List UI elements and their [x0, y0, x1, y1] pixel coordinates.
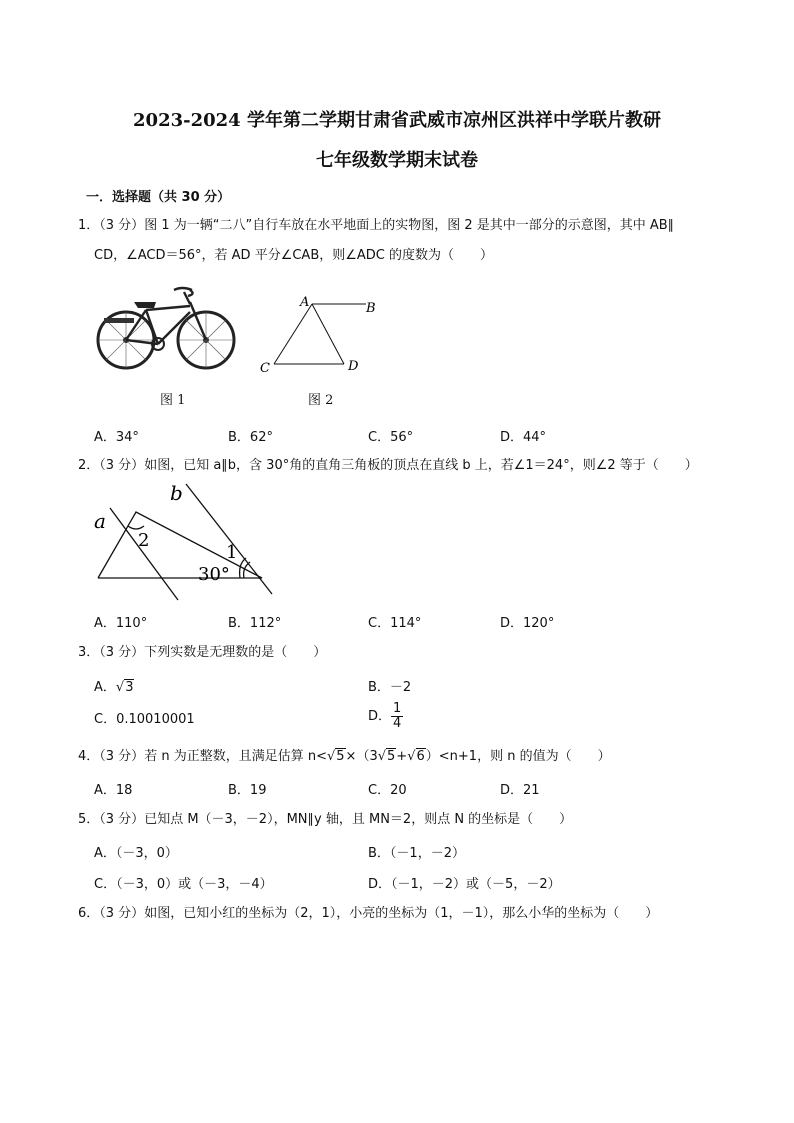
- question-3-text: 下列实数是无理数的是（ ）: [144, 645, 327, 660]
- question-4-number: 4．（3 分）: [78, 749, 145, 764]
- q5-option-d: D．（－1，－2）或（－5，－2）: [368, 877, 561, 892]
- question-4-line: 4．（3 分）若 n 为正整数，且满足估算 n<√5×（3√5+√6）<n+1，则 n 的值为（ ）: [78, 749, 611, 764]
- question-2-number: 2．（3 分）: [78, 458, 145, 473]
- q3-option-a-radicand: 3: [125, 680, 134, 695]
- q4-option-d: D．21: [500, 783, 540, 798]
- sqrt-5: 5: [336, 749, 345, 764]
- q3-option-a: A．√3: [94, 680, 134, 695]
- q1-option-b: B．62°: [228, 430, 273, 445]
- q2-option-b: B．112°: [228, 616, 282, 631]
- fraction-numerator: 1: [393, 701, 402, 716]
- bicycle-figure: [96, 282, 240, 374]
- question-5-number: 5．（3 分）: [78, 812, 145, 827]
- angle-label-2: 2: [138, 530, 150, 551]
- question-1-text-1: 图 1 为一辆“二八”自行车放在水平地面上的实物图，图 2 是其中一部分的示意图，其中 AB∥: [144, 218, 675, 233]
- question-5-text: 已知点 M（－3，－2），MN∥y 轴，且 MN＝2，则点 N 的坐标是（ ）: [144, 812, 573, 827]
- triangle-figure: [256, 292, 388, 378]
- q1-option-d: D．44°: [500, 430, 547, 445]
- q4-option-b: B．19: [228, 783, 267, 798]
- line-label-a: a: [94, 509, 106, 533]
- question-1-number: 1．（3 分）: [78, 218, 145, 233]
- q2-option-c: C．114°: [368, 616, 422, 631]
- sqrt-6: 6: [416, 749, 425, 764]
- q3-option-c: C．0.10010001: [94, 712, 195, 727]
- q5-option-b: B．（－1，－2）: [368, 846, 465, 861]
- parallel-lines-figure: [90, 478, 290, 604]
- label-D: D: [348, 359, 359, 374]
- line-label-b: b: [170, 481, 183, 505]
- question-4-text-after: ）<n+1，则 n 的值为（ ）: [425, 749, 611, 764]
- label-C: C: [260, 361, 270, 376]
- fraction: [391, 702, 403, 731]
- q1-option-c: C．56°: [368, 430, 414, 445]
- plus-sign: +: [396, 749, 408, 764]
- q3-option-d: [368, 702, 403, 731]
- angle-label-1: 1: [226, 542, 238, 563]
- angle-label-30: 30°: [198, 564, 230, 585]
- question-2-text: 如图，已知 a∥b，含 30°角的直角三角板的顶点在直线 b 上，若∠1＝24°，则∠2 等于（ ）: [144, 458, 698, 473]
- question-5-line: [78, 810, 572, 830]
- figure-2-caption: 图 2: [308, 393, 334, 408]
- question-3-number: 3．（3 分）: [78, 645, 145, 660]
- section-heading: 一．选择题（共 30 分）: [86, 190, 231, 205]
- q4-option-a: A．18: [94, 783, 133, 798]
- q3-option-a-prefix: A．: [94, 680, 116, 695]
- label-B: B: [366, 301, 376, 316]
- question-2-line: [78, 456, 698, 476]
- page-title: 2023-2024 学年第二学期甘肃省武威市凉州区洪祥中学联片教研: [133, 110, 661, 131]
- fraction-denominator: 4: [393, 716, 402, 731]
- q2-option-a: A．110°: [94, 616, 148, 631]
- question-1-line-2: CD，∠ACD＝56°，若 AD 平分∠CAB，则∠ADC 的度数为（ ）: [94, 248, 494, 263]
- page-subtitle: 七年级数学期末试卷: [316, 150, 478, 171]
- question-1-line-1: [78, 216, 674, 236]
- q5-option-c: C．（－3，0）或（－3，－4）: [94, 877, 273, 892]
- q3-option-d-prefix: D．: [368, 709, 392, 724]
- question-6-line: [78, 904, 658, 924]
- q3-option-b: B．－2: [368, 680, 412, 695]
- figure-1-caption: 图 1: [160, 393, 186, 408]
- times-open: ×（3: [345, 749, 378, 764]
- question-3-line: [78, 643, 326, 663]
- q4-option-c: C．20: [368, 783, 407, 798]
- q1-option-a: A．34°: [94, 430, 139, 445]
- question-4-text-before: 若 n 为正整数，且满足估算 n<: [144, 749, 327, 764]
- q5-option-a: A．（－3，0）: [94, 846, 178, 861]
- question-6-number: 6．（3 分）: [78, 906, 145, 921]
- q2-option-d: D．120°: [500, 616, 555, 631]
- question-6-text: 如图，已知小红的坐标为（2，1），小亮的坐标为（1，－1），那么小华的坐标为（ ）: [144, 906, 659, 921]
- label-A: A: [300, 295, 310, 310]
- sqrt-5b: 5: [387, 749, 396, 764]
